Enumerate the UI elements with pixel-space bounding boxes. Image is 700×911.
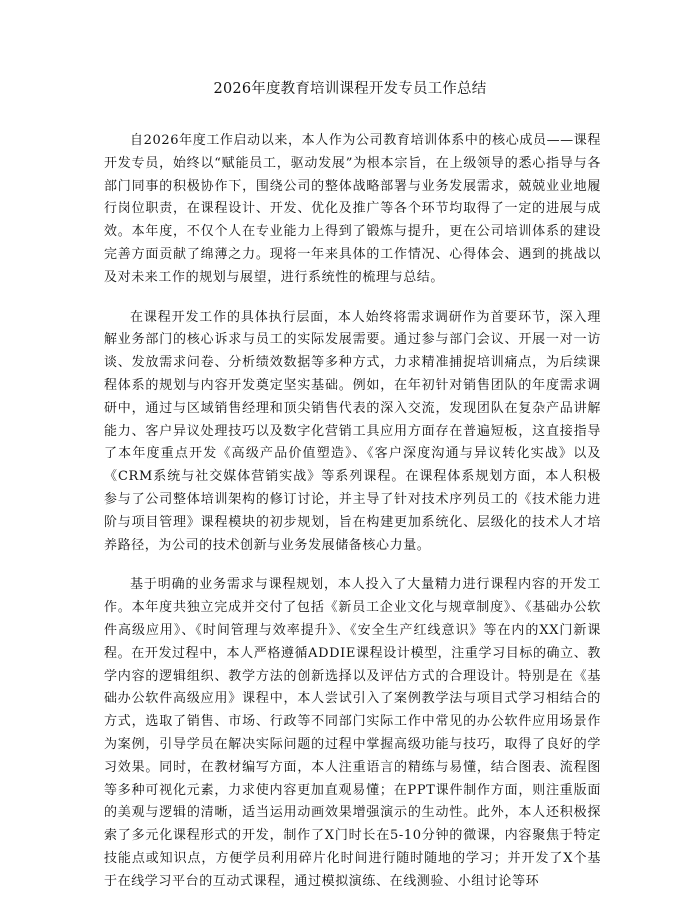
body-paragraph-2: 在课程开发工作的具体执行层面，本人始终将需求调研作为首要环节，深入理解业务部门的核心诉求与员工的实际发展需要。通过参与部门会议、开展一对一访谈、发放需求问卷、分析绩效数据等多种方式，力求精准捕捉培训痛点，为后续课程体系的规划与内容开发奠定坚实基础。例如，在年初针对销售团队的年度需求调研中，通过与区域销售经理和顶尖销售代表的深入交流，发现团队在复杂产品讲解能力、客户异议处理技巧以及数字化营销工具应用方面存在普遍短板，这直接指导了本年度重点开发《高级产品价值塑造》、《客户深度沟通与异议转化实战》以及《CRM系统与社交媒体营销实战》等系列课程。在课程体系规划方面，本人积极参与了公司整体培训架构的修订讨论，并主导了针对技术序列员工的《技术能力进阶与项目管理》课程模块的初步规划，旨在构建更加系统化、层级化的技术人才培养路径，为公司的技术创新与业务发展储备核心力量。 bbox=[104, 309, 601, 553]
body-paragraph-3: 基于明确的业务需求与课程规划，本人投入了大量精力进行课程内容的开发工作。本年度共独立完成并交付了包括《新员工企业文化与规章制度》、《基础办公软件高级应用》、《时间管理与效率提升》、《安全生产红线意识》等在内的XX门新课程。在开发过程中，本人严格遵循ADDIE课程设计模型，注重学习目标的确立、教学内容的逻辑组织、教学方法的创新选择以及评估方式的合理设计。特别是在《基础办公软件高级应用》课程中，本人尝试引入了案例教学法与项目式学习相结合的方式，选取了销售、市场、行政等不同部门实际工作中常见的办公软件应用场景作为案例，引导学员在解决实际问题的过程中掌握高级功能与技巧，取得了良好的学习效果。同时，在教材编写方面，本人注重语言的精练与易懂，结合图表、流程图等多种可视化元素，力求使内容更加直观易懂；在PPT课件制作方面，则注重版面的美观与逻辑的清晰，适当运用动画效果增强演示的生动性。此外，本人还积极探索了多元化课程形式的开发，制作了X门时长在5-10分钟的微课，内容聚焦于特定技能点或知识点，方便学员利用碎片化时间进行随时随地的学习；并开发了X个基于在线学习平台的互动式课程，通过模拟演练、在线测验、小组讨论等环 bbox=[104, 577, 601, 889]
document-title: 2026年度教育培训课程开发专员工作总结 bbox=[213, 81, 487, 97]
document-body bbox=[104, 130, 601, 911]
body-paragraph-1: 自2026年度工作启动以来，本人作为公司教育培训体系中的核心成员——课程开发专员，始终以“赋能员工，驱动发展”为根本宗旨，在上级领导的悉心指导与各部门同事的积极协作下，围绕公司的整体战略部署与业务发展需求，兢兢业业地履行岗位职责，在课程设计、开发、优化及推广等各个环节均取得了一定的进展与成效。本年度，不仅个人在专业能力上得到了锻炼与提升，更在公司培训体系的建设完善方面贡献了绵薄之力。现将一年来具体的工作情况、心得体会、遇到的挑战以及对未来工作的规划与展望，进行系统性的梳理与总结。 bbox=[104, 133, 601, 285]
